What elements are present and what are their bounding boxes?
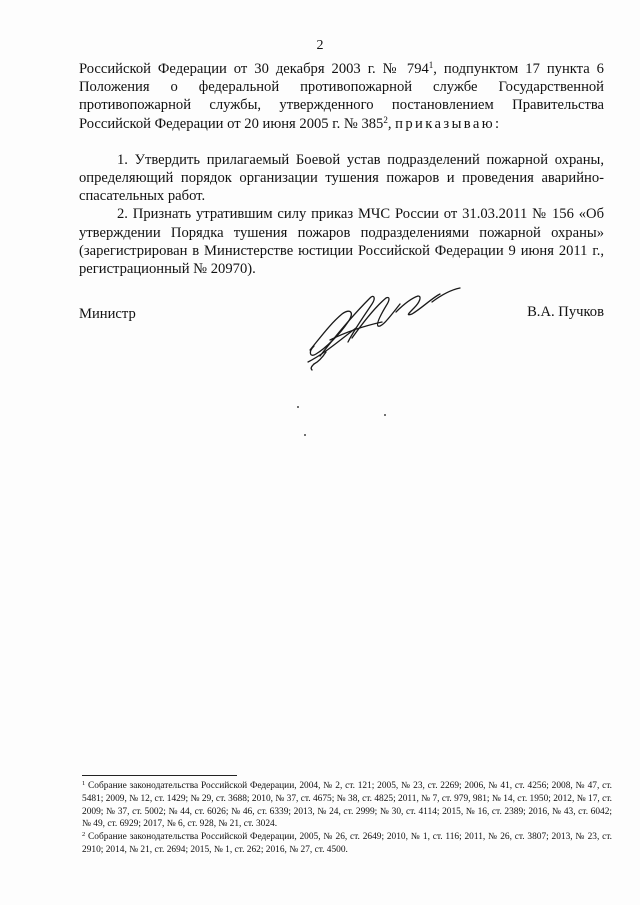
footnote-mark-2: 2	[82, 831, 86, 839]
footnote-mark-1: 1	[82, 780, 86, 787]
scan-speck	[304, 434, 306, 436]
footnote-text-2: Собрание законодательства Российской Федерации, 2005, № 26, ст. 2649; 2010, № 1, ст. 116; 2011, № 26, ст. 3807; 2013, № 23, ст. 2910; 2014, № 21, ст. 2694; 2015, № 1, ст. 262; 2016, № 27, ст. 4500.	[82, 832, 612, 855]
footnote-ref-1[interactable]: 1	[428, 60, 434, 70]
signatory-position: Министр	[79, 306, 136, 322]
intro-text-3: ,	[387, 115, 396, 132]
footnote-ref-2[interactable]: 2	[383, 114, 388, 125]
order-item-1: 1. Утвердить прилагаемый Боевой устав подразделений пожарной охраны, определяющий порядок организации тушения пожаров и проведения аварийно-спасательных работ.	[79, 151, 604, 205]
footnote-text-1: Собрание законодательства Российской Федерации, 2004, № 2, ст. 121; 2005, № 23, ст. 2269; 2006, № 41, ст. 4256; 2008, № 47, ст. 5481; 2009, № 12, ст. 1429; № 29, ст. 3688; 2010, № 37, ст. 4675; № 38, ст. 4825; 2011, № 7, ст. 979, 981; № 14, ст. 1950; 2012, № 17, ст. 2009; № 37, ст. 5002; № 44, ст. 6026; № 46, ст. 6339; 2013, № 24, ст. 2999; № 30, ст. 4114; 2015, № 16, ст. 2389; 2016, № 43, ст. 6042; № 49, ст. 6929; 2017, № 6, ст. 928, № 21, ст. 3024.	[82, 781, 612, 830]
signatory-name: В.А. Пучков	[527, 304, 604, 320]
document-body	[79, 60, 604, 278]
footnote-divider	[82, 775, 237, 776]
intro-text-2: , подпунктом 17 пункта 6 Положения о федеральной противопожарной службе Государственной противопожарной службы, утвержденного постановлением Правительства Российской Федерации от 20 июня 2005 г. № 385	[79, 61, 604, 132]
footnote-1	[82, 780, 612, 831]
intro-text: Российской Федерации от 30 декабря 2003 г. № 794	[79, 61, 429, 77]
intro-paragraph	[79, 60, 604, 133]
scan-speck	[384, 414, 386, 416]
page-number: 2	[316, 38, 324, 53]
scan-speck	[297, 406, 299, 408]
order-word: приказываю:	[395, 115, 502, 132]
handwritten-signature	[300, 268, 470, 373]
order-item-2: 2. Признать утратившим силу приказ МЧС России от 31.03.2011 № 156 «Об утверждении Порядка тушения пожаров подразделениями пожарной охраны» (зарегистрирован в Министерстве юстиции Российской Федерации 9 июня 2011 г., регистрационный № 20970).	[79, 206, 604, 278]
footnotes	[82, 780, 612, 857]
footnote-2	[82, 831, 612, 857]
